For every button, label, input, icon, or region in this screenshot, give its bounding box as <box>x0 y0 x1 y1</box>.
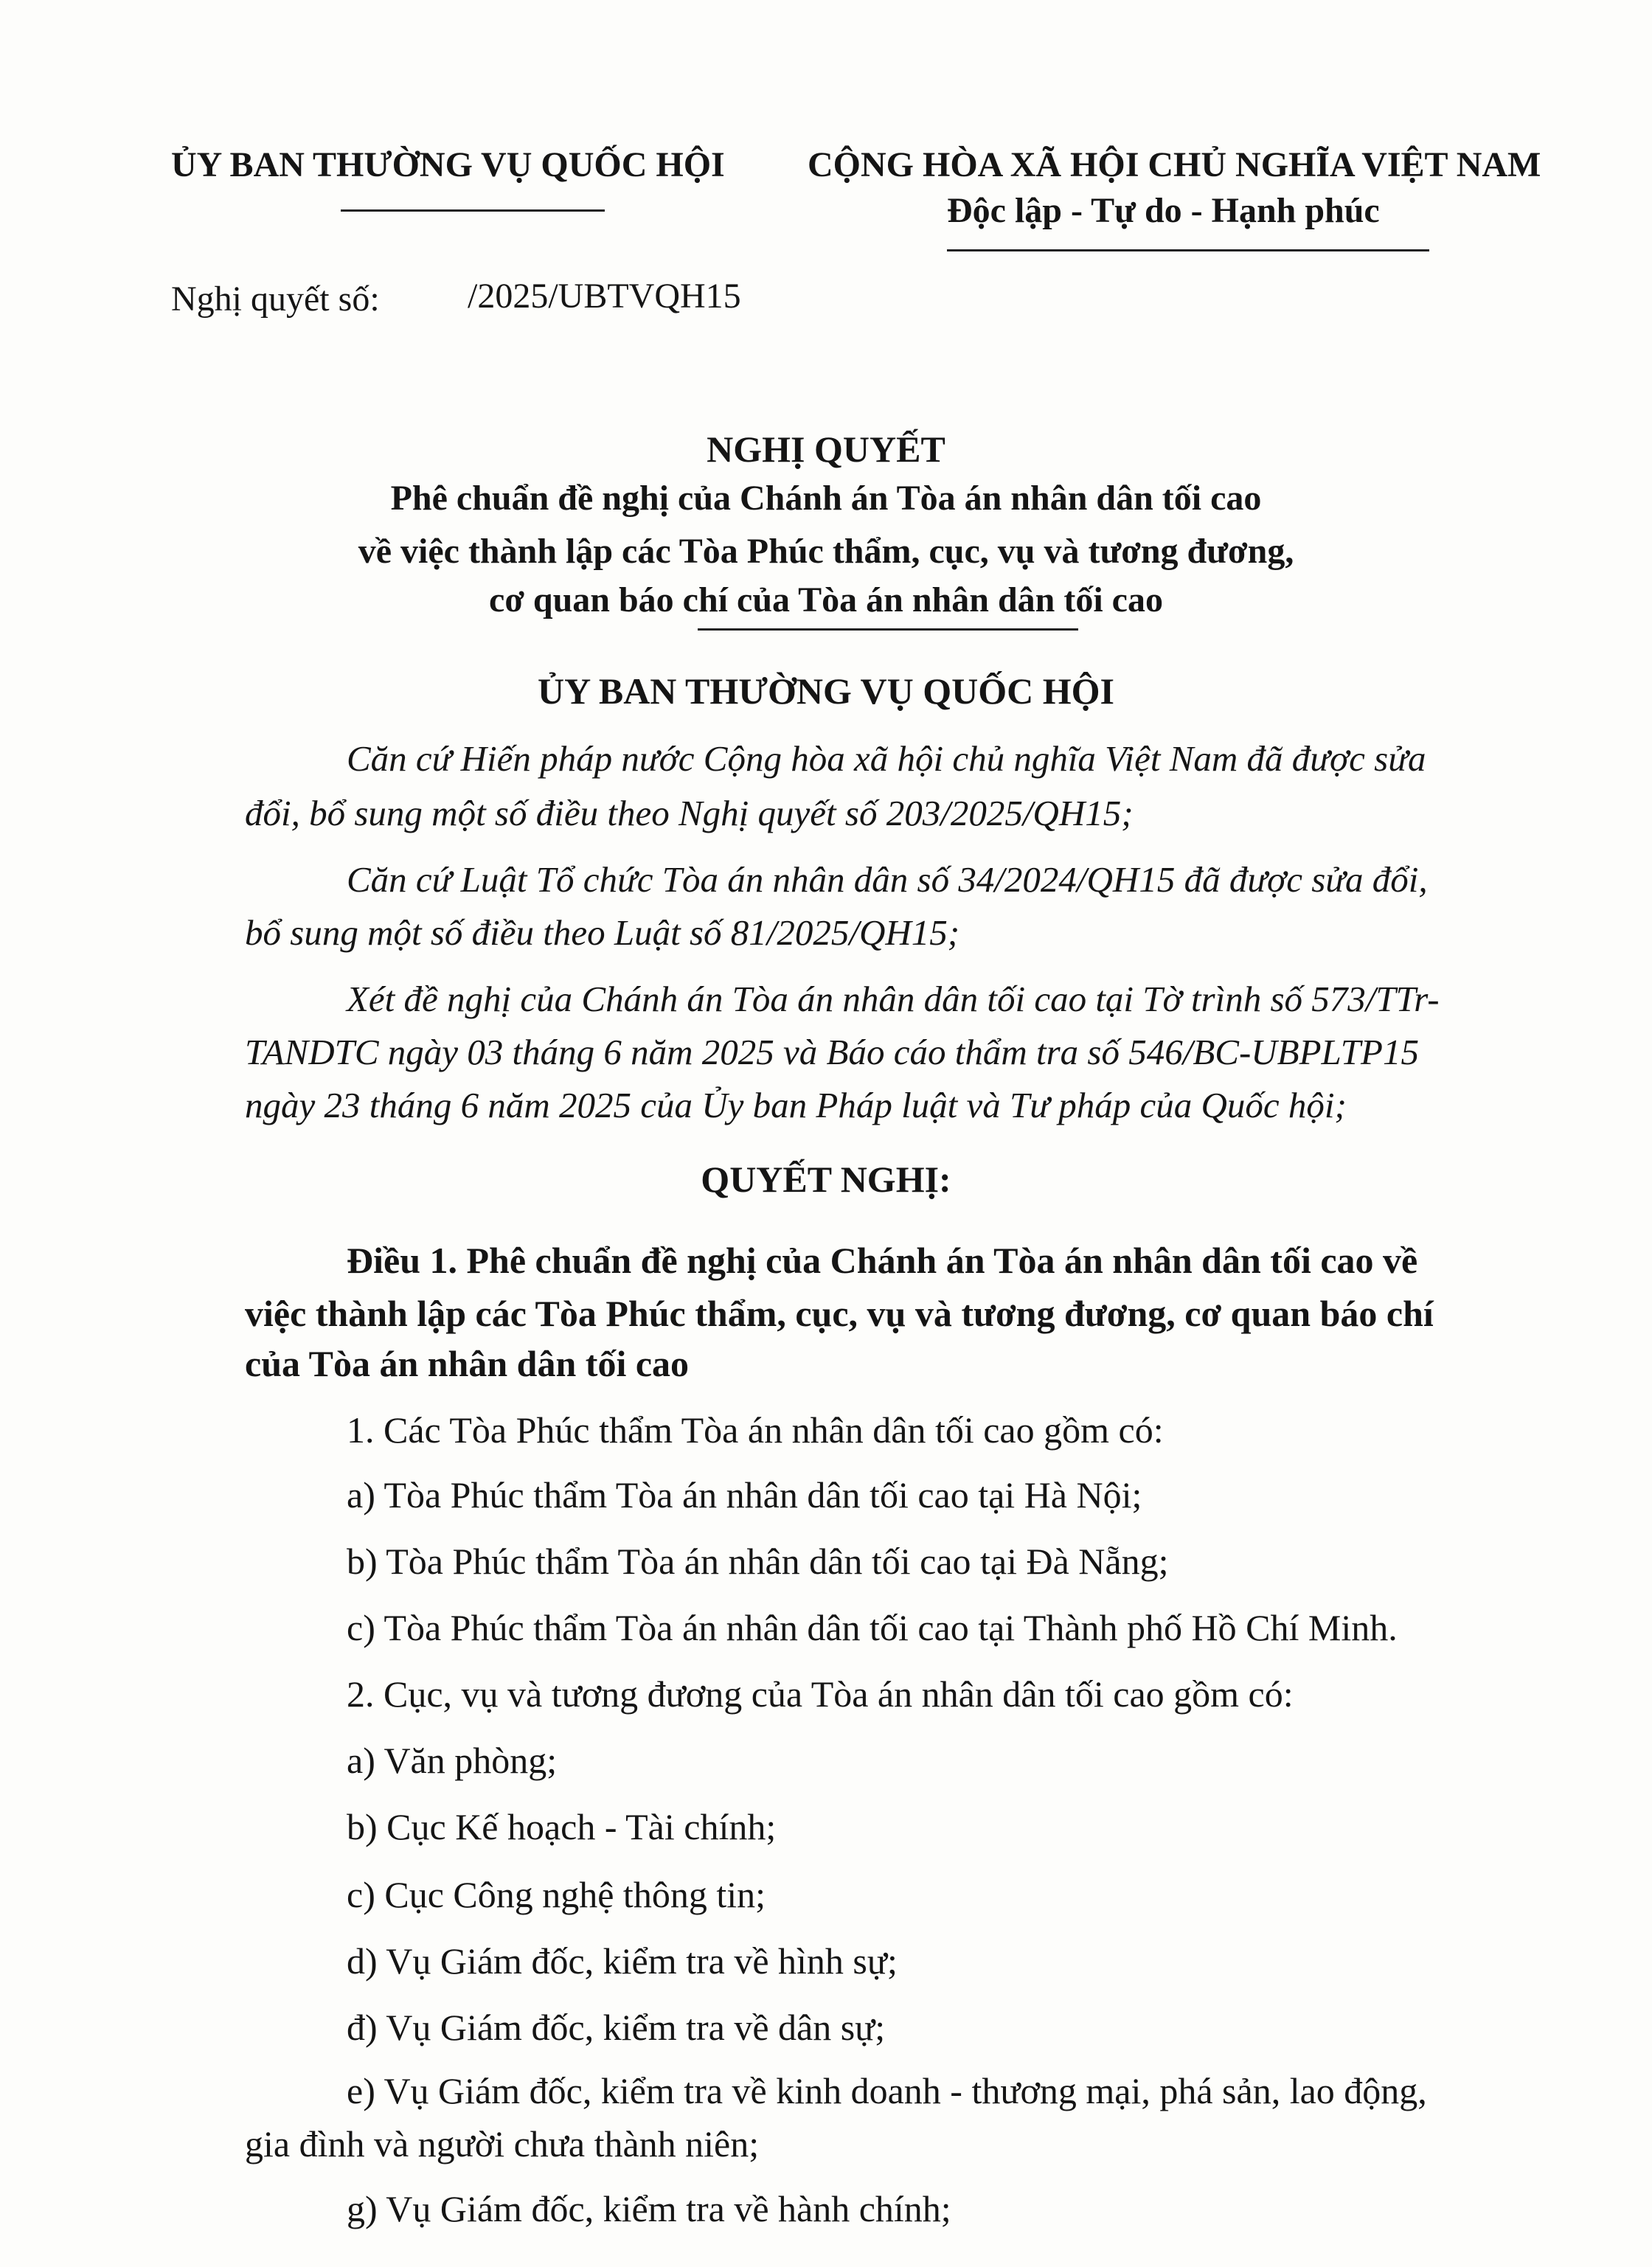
preamble-line-5: Xét đề nghị của Chánh án Tòa án nhân dân tối cao tại Tờ trình số 573/TTr- <box>347 979 1440 1019</box>
article-1-line-2: việc thành lập các Tòa Phúc thẩm, cục, vụ và tương đương, cơ quan báo chí <box>245 1293 1434 1334</box>
clause-1-intro: 1. Các Tòa Phúc thẩm Tòa án nhân dân tối cao gồm có: <box>347 1409 1164 1451</box>
preamble-line-7: ngày 23 tháng 6 năm 2025 của Ủy ban Pháp luật và Tư pháp của Quốc hội; <box>245 1085 1347 1125</box>
national-motto: Độc lập - Tự do - Hạnh phúc <box>947 191 1380 230</box>
motto-underline <box>947 249 1429 251</box>
clause-2-item: b) Cục Kế hoạch - Tài chính; <box>347 1806 777 1847</box>
nation-name: CỘNG HÒA XÃ HỘI CHỦ NGHĨA VIỆT NAM <box>808 145 1541 184</box>
agency-underline <box>341 209 605 212</box>
title-line-2: về việc thành lập các Tòa Phúc thẩm, cục, vụ và tương đương, <box>358 532 1294 571</box>
issuer-heading: ỦY BAN THƯỜNG VỤ QUỐC HỘI <box>537 670 1114 712</box>
article-1-line-1: Điều 1. Phê chuẩn đề nghị của Chánh án Tòa án nhân dân tối cao về <box>347 1240 1418 1281</box>
clause-2-item: đ) Vụ Giám đốc, kiểm tra về dân sự; <box>347 2007 886 2048</box>
resolves-heading: QUYẾT NGHỊ: <box>701 1159 951 1200</box>
document-heading: NGHỊ QUYẾT <box>707 428 945 470</box>
preamble-line-3: Căn cứ Luật Tổ chức Tòa án nhân dân số 34/2024/QH15 đã được sửa đổi, <box>347 859 1428 900</box>
clause-1-item: c) Tòa Phúc thẩm Tòa án nhân dân tối cao tại Thành phố Hồ Chí Minh. <box>347 1607 1398 1648</box>
clause-2-intro: 2. Cục, vụ và tương đương của Tòa án nhân dân tối cao gồm có: <box>347 1673 1294 1715</box>
preamble-line-6: TANDTC ngày 03 tháng 6 năm 2025 và Báo cáo thẩm tra số 546/BC-UBPLTP15 <box>245 1032 1419 1072</box>
preamble-line-1: Căn cứ Hiến pháp nước Cộng hòa xã hội chủ nghĩa Việt Nam đã được sửa <box>347 738 1426 779</box>
clause-1-item: b) Tòa Phúc thẩm Tòa án nhân dân tối cao tại Đà Nẵng; <box>347 1541 1169 1582</box>
title-line-1: Phê chuẩn đề nghị của Chánh án Tòa án nhân dân tối cao <box>390 479 1262 518</box>
preamble-line-2: đổi, bổ sung một số điều theo Nghị quyết số 203/2025/QH15; <box>245 793 1134 833</box>
clause-2-item-continuation: gia đình và người chưa thành niên; <box>245 2123 760 2164</box>
preamble-line-4: bổ sung một số điều theo Luật số 81/2025/QH15; <box>245 912 960 953</box>
clause-1-item: a) Tòa Phúc thẩm Tòa án nhân dân tối cao tại Hà Nội; <box>347 1474 1142 1516</box>
clause-2-item: c) Cục Công nghệ thông tin; <box>347 1874 766 1915</box>
resolution-number-value: /2025/UBTVQH15 <box>468 277 741 316</box>
clause-2-item: e) Vụ Giám đốc, kiểm tra về kinh doanh - thương mại, phá sản, lao động, <box>347 2070 1427 2111</box>
title-line-3: cơ quan báo chí của Tòa án nhân dân tối cao <box>489 580 1163 619</box>
article-1-line-3: của Tòa án nhân dân tối cao <box>245 1343 690 1384</box>
resolution-number-label: Nghị quyết số: <box>171 280 380 319</box>
clause-2-item: g) Vụ Giám đốc, kiểm tra về hành chính; <box>347 2188 951 2229</box>
clause-2-item: d) Vụ Giám đốc, kiểm tra về hình sự; <box>347 1940 898 1982</box>
title-underline <box>698 628 1078 631</box>
clause-2-item: a) Văn phòng; <box>347 1740 558 1781</box>
issuing-agency: ỦY BAN THƯỜNG VỤ QUỐC HỘI <box>171 145 725 184</box>
